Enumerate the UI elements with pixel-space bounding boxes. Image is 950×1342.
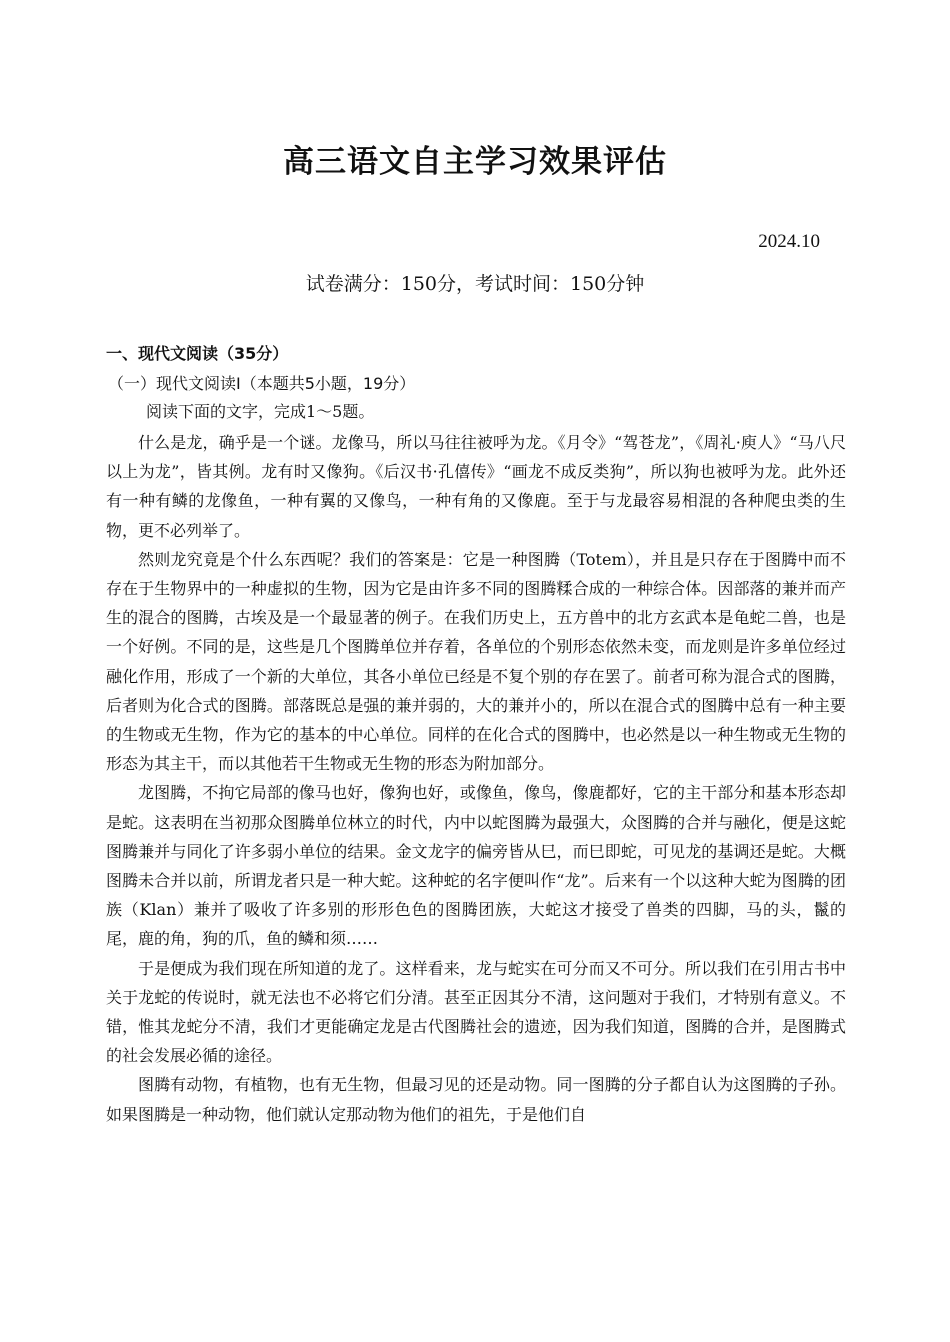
passage-paragraph-1: 什么是龙，确乎是一个谜。龙像马，所以马往往被呼为龙。《月令》“驾苍龙”，《周礼·庾人》“马八尺以上为龙”，皆其例。龙有时又像狗。《后汉书·孔僖传》“画龙不成反类狗”，所以狗也被呼为龙。此外还有一种有鳞的龙像鱼，一种有翼的又像鸟，一种有角的又像鹿。至于与龙最容易相混的各种爬虫类的生物，更不必列举了。 bbox=[106, 433, 846, 540]
section-heading: 一、现代文阅读（35分） bbox=[106, 344, 289, 363]
exam-title: 高三语文自主学习效果评估 bbox=[283, 144, 667, 180]
passage-paragraph-4: 于是便成为我们现在所知道的龙了。这样看来，龙与蛇实在可分而又不可分。所以我们在引用古书中关于龙蛇的传说时，就无法也不必将它们分清。甚至正因其分不清，这问题对于我们，才特别有意义。不错，惟其龙蛇分不清，我们才更能确定龙是古代图腾社会的遗迹，因为我们知道，图腾的合并，是图腾式的社会发展必循的途径。 bbox=[106, 958, 846, 1066]
passage-paragraph-2: 然则龙究竟是个什么东西呢？我们的答案是：它是一种图腾（Totem），并且是只存在于图腾中而不存在于生物界中的一种虚拟的生物，因为它是由许多不同的图腾糅合成的一种综合体。因部落的兼并而产生的混合的图腾，古埃及是一个最显著的例子。在我们历史上，五方兽中的北方玄武本是龟蛇二兽，也是一个好例。不同的是，这些是几个图腾单位并存着，各单位的个别形态依然未变，而龙则是许多单位经过融化作用，形成了一个新的大单位，其各小单位已经是不复个别的存在罢了。前者可称为混合式的图腾，后者则为化合式的图腾。部落既总是强的兼并弱的，大的兼并小的，所以在混合式的图腾中总有一种主要的生物或无生物，作为它的基本的中心单位。同样的在化合式的图腾中，也必然是以一种生物或无生物的形态为其主干，而以其他若干生物或无生物的形态为附加部分。 bbox=[106, 549, 846, 774]
passage-paragraph-3: 龙图腾，不拘它局部的像马也好，像狗也好，或像鱼，像鸟，像鹿都好，它的主干部分和基本形态却是蛇。这表明在当初那众图腾单位林立的时代，内中以蛇图腾为最强大，众图腾的合并与融化，便是这蛇图腾兼并与同化了许多弱小单位的结果。金文龙字的偏旁皆从巳，而巳即蛇，可见龙的基调还是蛇。大概图腾未合并以前，所谓龙者只是一种大蛇。这种蛇的名字便叫作“龙”。后来有一个以这种大蛇为图腾的团族（Klan）兼并了吸收了许多别的形形色色的图腾团族，大蛇这才接受了兽类的四脚，马的头，鬣的尾，鹿的角，狗的爪，鱼的鳞和须…… bbox=[106, 783, 846, 949]
passage-paragraph-5: 图腾有动物，有植物，也有无生物，但最习见的还是动物。同一图腾的分子都自认为这图腾的子孙。如果图腾是一种动物，他们就认定那动物为他们的祖先，于是他们自 bbox=[106, 1075, 846, 1124]
reading-instruction: 阅读下面的文字，完成1～5题。 bbox=[146, 402, 375, 421]
sub-section-heading: （一）现代文阅读Ⅰ（本题共5小题，19分） bbox=[108, 374, 416, 393]
exam-meta-info: 试卷满分：150分，考试时间：150分钟 bbox=[305, 273, 645, 295]
exam-date: 2024.10 bbox=[758, 231, 820, 252]
reading-passage bbox=[106, 428, 846, 1129]
